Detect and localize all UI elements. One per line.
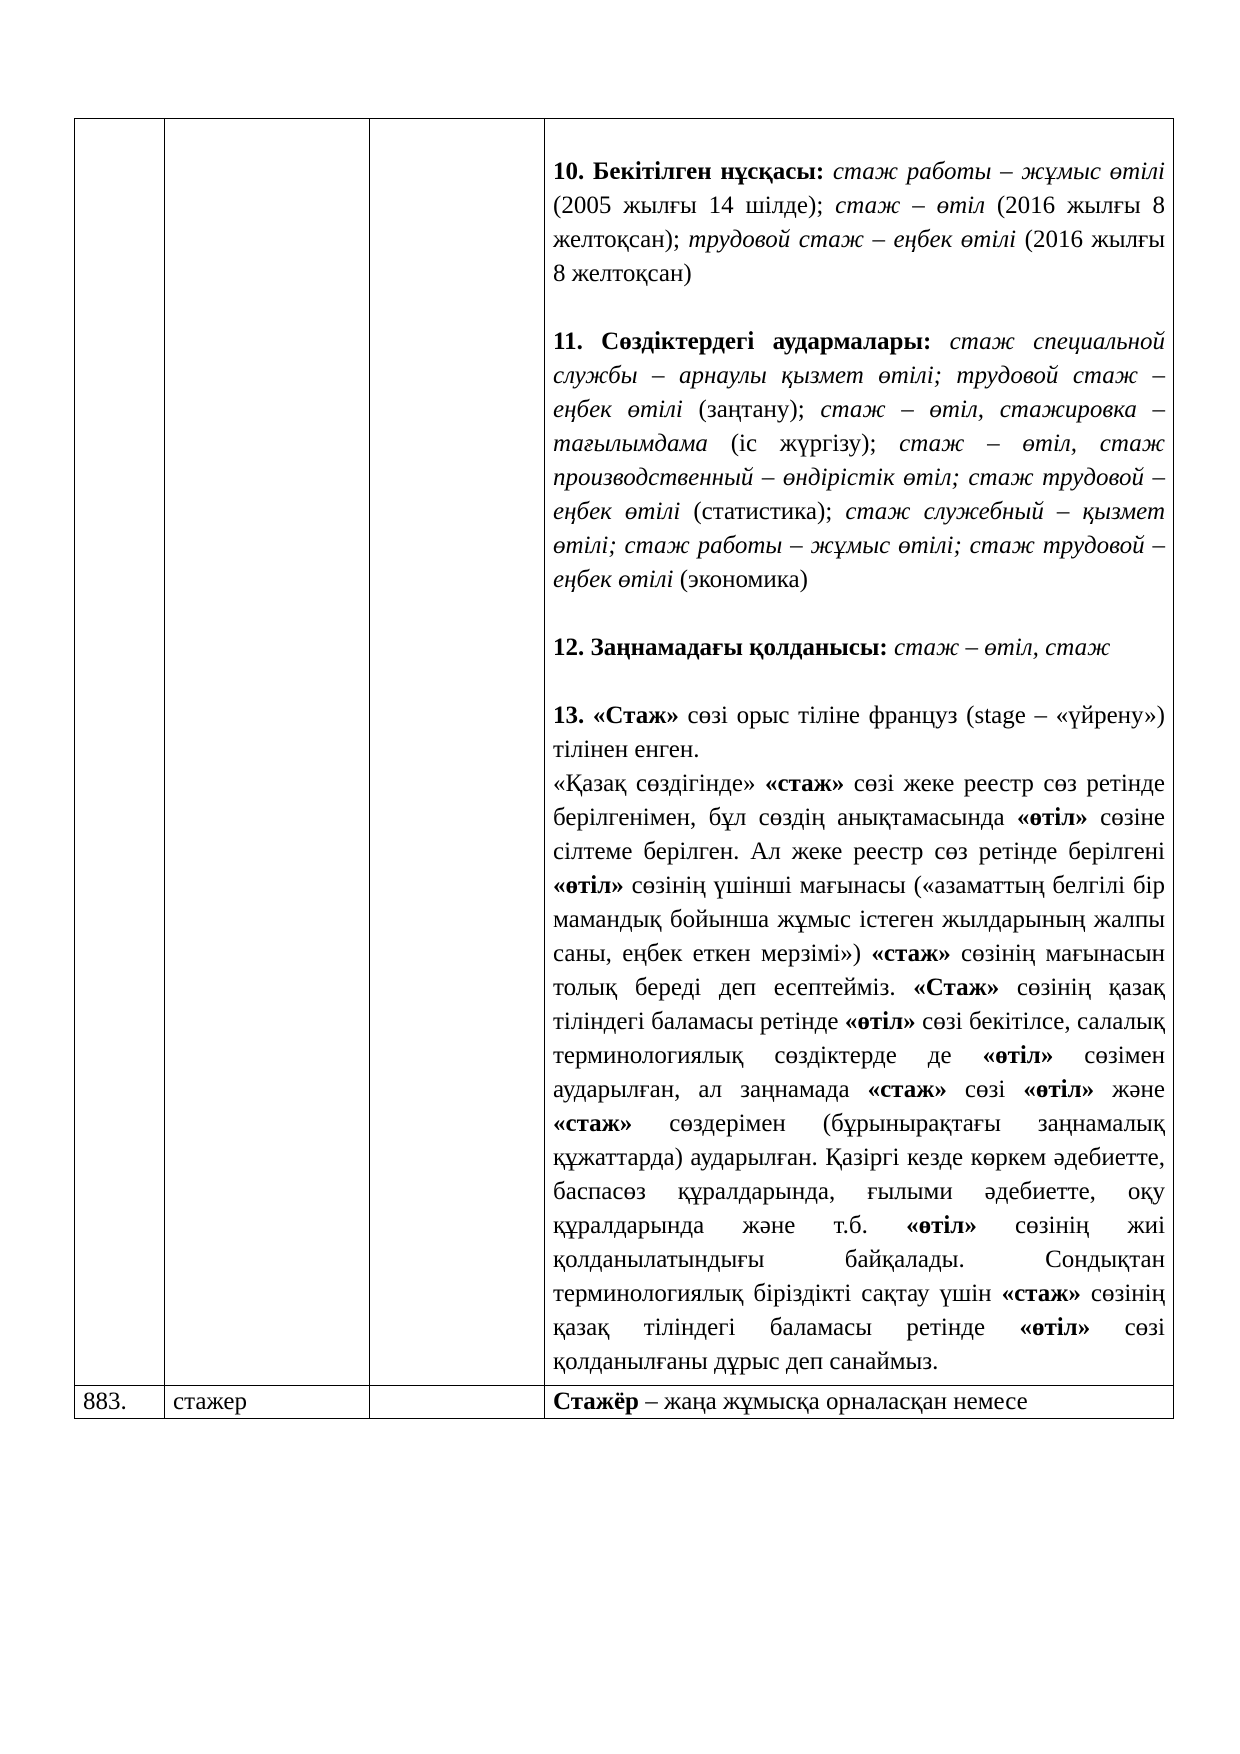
text-run: «өтіл»: [844, 1008, 916, 1035]
description-cell: [545, 119, 1174, 1386]
text-run: Стажёр: [553, 1388, 639, 1415]
text-run: 12. Заңнамадағы қолданысы:: [553, 634, 894, 661]
text-run: сөзі қолданылғаны дұрыс деп санаймыз.: [553, 1314, 1165, 1375]
text-run: сөзі: [946, 1076, 1024, 1103]
text-run: «стаж»: [553, 1110, 633, 1137]
entry-term: стажер: [165, 1386, 370, 1419]
text-run: (2016 жылғы 8 желтоқсан);: [553, 192, 1165, 253]
text-run: (статистика);: [680, 498, 846, 525]
text-run: стаж – өтіл, стаж: [894, 634, 1111, 661]
text-run: «өтіл»: [1023, 1076, 1095, 1103]
text-run: (2016 жылғы 8 желтоқсан): [553, 226, 1166, 287]
text-run: 13. «Стаж»: [553, 702, 679, 729]
text-run: сөзіне сілтеме берілген. Ал жеке реестр сөз ретінде берілгені: [553, 804, 1165, 865]
section-12-legislation-usage: [553, 631, 1165, 665]
table-row: [75, 1386, 1174, 1419]
text-run: – жаңа жұмысқа орналасқан немесе: [638, 1388, 1028, 1415]
text-run: сөзі орыс тіліне француз (stage – «үйрену») тілінен енген.: [553, 702, 1165, 763]
number-cell: [75, 119, 165, 1386]
text-run: стаж работы – жұмыс өтілі: [832, 158, 1165, 185]
text-run: «өтіл»: [553, 872, 624, 899]
text-run: сөзінің жиі қолданылатындығы байқалады. Сондықтан терминологиялық біріздікті сақтау үшін: [553, 1212, 1166, 1307]
text-run: стаж – өтіл, стаж производственный – өндірістік өтіл; стаж трудовой – еңбек өтілі: [553, 430, 1166, 525]
text-run: стаж – өтіл, стажировка – тағылымдама: [553, 396, 1165, 457]
text-run: (заңтану);: [682, 396, 821, 423]
text-run: 11. Сөздіктердегі аудармалары:: [553, 328, 950, 355]
text-run: сөзі жеке реестр сөз ретінде берілгенімен, бұл сөздің анықтамасында: [553, 770, 1166, 831]
text-run: сөзімен аударылған, ал заңнамада: [553, 1042, 1165, 1103]
table-row: [75, 119, 1174, 1386]
text-run: сөздерімен (бұрынырақтағы заңнамалық құжаттарда) аударылған. Қазіргі кезде көркем әдебиетте, баспасөз құралдарында, ғылыми әдебиетте, оқу құралдарында және т.б.: [553, 1110, 1165, 1239]
text-run: (іс жүргізу);: [707, 430, 900, 457]
entry-number: 883.: [75, 1386, 165, 1419]
text-run: трудовой стаж – еңбек өтілі: [688, 226, 1017, 253]
text-run: «өтіл»: [1017, 804, 1088, 831]
terms-table: [74, 118, 1174, 1419]
empty-cell: [370, 119, 545, 1386]
text-run: «стаж»: [764, 770, 845, 797]
text-run: «өтіл»: [1019, 1314, 1091, 1341]
text-run: стаж служебный – қызмет өтілі; стаж работы – жұмыс өтілі; стаж трудовой – еңбек өтілі: [553, 498, 1165, 593]
section-10-approved-version: [553, 155, 1165, 291]
text-run: және: [1094, 1076, 1165, 1103]
text-run: сөзінің үшінші мағынасы («азаматтың белгілі бір мамандық бойынша жұмыс істеген жылдарының жалпы саны, еңбек еткен мерзімі»): [553, 872, 1165, 967]
text-run: «өтіл»: [982, 1042, 1054, 1069]
text-run: стаж специальной службы – арнаулы қызмет өтілі; трудовой стаж – еңбек өтілі: [553, 328, 1165, 423]
text-run: 10. Бекітілген нұсқасы:: [553, 158, 833, 185]
text-run: стаж – өтіл: [835, 192, 985, 219]
section-11-dictionary-translations: [553, 325, 1165, 597]
text-run: «стаж»: [1001, 1280, 1081, 1307]
text-run: «Стаж»: [913, 974, 1000, 1001]
text-run: «стаж»: [867, 1076, 947, 1103]
text-run: «өтіл»: [906, 1212, 977, 1239]
text-run: (2005 жылғы 14 шілде);: [553, 192, 836, 219]
text-run: «стаж»: [871, 940, 951, 967]
entry-definition: [545, 1386, 1174, 1419]
text-run: «Қазақ сөздігінде»: [553, 770, 765, 797]
text-run: сөзі бекітілсе, салалық терминологиялық сөздіктерде де: [553, 1008, 1165, 1069]
text-run: сөзінің қазақ тіліндегі баламасы ретінде: [553, 1280, 1165, 1341]
section-13-etymology: [553, 699, 1165, 767]
section-13-explanation: [553, 767, 1165, 1379]
text-run: сөзінің қазақ тіліндегі баламасы ретінде: [553, 974, 1165, 1035]
text-run: (экономика): [673, 566, 808, 593]
empty-cell: [370, 1386, 545, 1419]
term-cell: [165, 119, 370, 1386]
text-run: сөзінің мағынасын толық береді деп есептейміз.: [553, 940, 1165, 1001]
